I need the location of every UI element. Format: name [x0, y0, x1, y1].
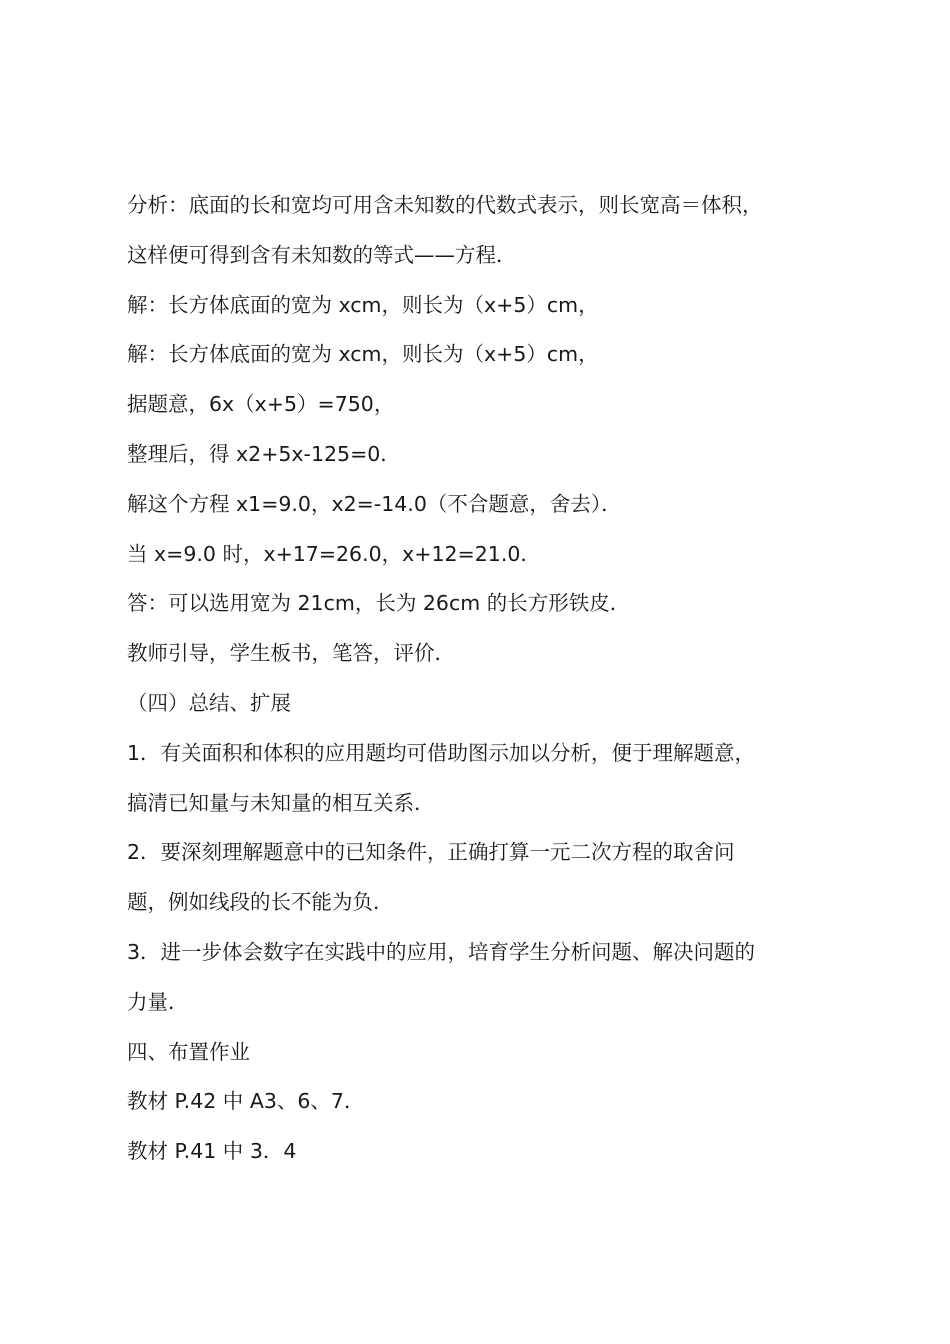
equation-line: 据题意，6x（x+5）=750，	[127, 392, 395, 417]
substitution-line: 当 x=9.0 时，x+17=26.0，x+12=21.0．	[127, 541, 541, 566]
section-heading-summary: （四）总结、扩展	[127, 690, 291, 715]
summary-item-2-line-2: 题，例如线段的长不能为负．	[127, 890, 394, 915]
answer-line: 答：可以选用宽为 21cm，长为 26cm 的长方形铁皮．	[127, 591, 631, 616]
solution-line-2: 解：长方体底面的宽为 xcm，则长为（x+5）cm，	[127, 342, 599, 367]
analysis-line-1: 分析：底面的长和宽均可用含未知数的代数式表示，则长宽高＝体积，	[127, 193, 763, 217]
summary-item-1-line-2: 搞清已知量与未知量的相互关系．	[127, 790, 435, 815]
teacher-guidance-line: 教师引导，学生板书，笔答，评价．	[127, 641, 455, 666]
analysis-line-2: 这样便可得到含有未知数的等式——方程．	[127, 242, 517, 267]
solution-line-1: 解：长方体底面的宽为 xcm，则长为（x+5）cm，	[127, 292, 599, 317]
summary-item-3-line-2: 力量．	[127, 989, 189, 1014]
document-body	[127, 185, 837, 1181]
homework-line-2: 教材 P.41 中 3．4	[127, 1139, 297, 1164]
roots-line: 解这个方程 x1=9.0，x2=-14.0（不合题意，舍去）．	[127, 491, 622, 516]
section-heading-homework: 四、布置作业	[127, 1039, 250, 1064]
homework-line-1: 教材 P.42 中 A3、6、7．	[127, 1089, 365, 1114]
simplified-equation-line: 整理后，得 x2+5x-125=0．	[127, 441, 401, 466]
summary-item-1-line-1: 1．有关面积和体积的应用题均可借助图示加以分析，便于理解题意，	[127, 740, 756, 765]
summary-item-3-line-1: 3．进一步体会数字在实践中的应用，培育学生分析问题、解决问题的	[127, 939, 756, 964]
summary-item-2-line-1: 2．要深刻理解题意中的已知条件，正确打算一元二次方程的取舍问	[127, 840, 735, 865]
